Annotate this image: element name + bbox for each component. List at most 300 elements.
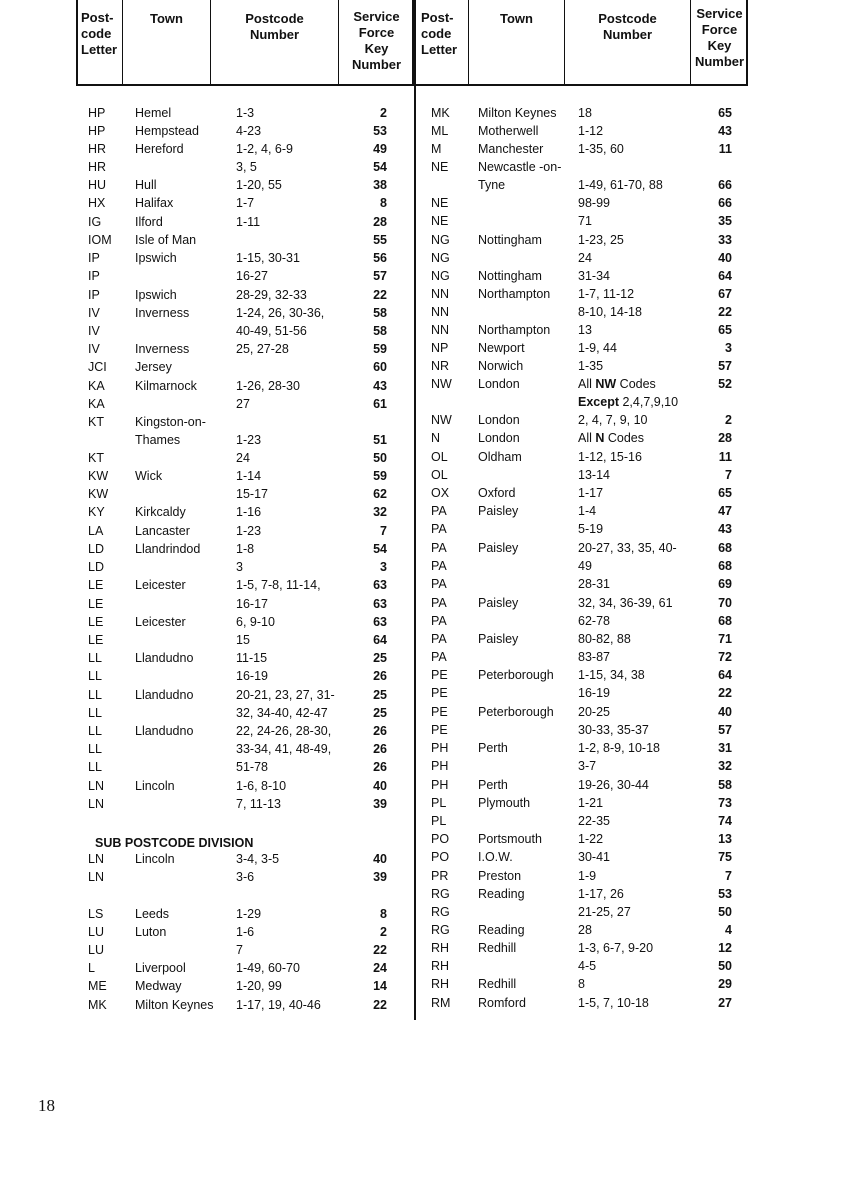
postcode-number: Except 2,4,7,9,10: [578, 395, 679, 409]
postcode-number: 8-10, 14-18: [578, 305, 642, 319]
town: Portsmouth: [478, 832, 542, 846]
service-force-key: 38: [373, 178, 387, 192]
postcode-number: 18: [578, 106, 592, 120]
service-force-key: 39: [373, 797, 387, 811]
postcode-letter: LA: [88, 524, 104, 538]
service-force-key: 71: [718, 632, 732, 646]
postcode-letter: KT: [88, 415, 104, 429]
postcode-letter: NN: [431, 287, 450, 301]
service-force-key: 58: [718, 778, 732, 792]
town: Newport: [478, 341, 525, 355]
postcode-number: 1-29: [236, 907, 262, 921]
postcode-letter: RG: [431, 887, 450, 901]
service-force-key: 73: [718, 796, 732, 810]
postcode-letter: RG: [431, 923, 450, 937]
table-row: [0, 194, 842, 212]
postcode-number: 3-6: [236, 870, 255, 884]
town: Reading: [478, 887, 525, 901]
service-force-key: 65: [718, 106, 732, 120]
postcode-letter: NG: [431, 251, 450, 265]
postcode-letter: RH: [431, 941, 450, 955]
postcode-number: 1-49, 60-70: [236, 961, 300, 975]
postcode-letter: RG: [431, 905, 450, 919]
table-row: [0, 375, 842, 393]
table-row: [0, 502, 842, 520]
postcode-number: 1-3: [236, 106, 255, 120]
table-row: [0, 684, 842, 702]
service-force-key: 40: [718, 251, 732, 265]
table-row: [0, 867, 842, 885]
table-row: [0, 539, 842, 557]
postcode-number: 1-6, 8-10: [236, 779, 287, 793]
town: Peterborough: [478, 705, 554, 719]
postcode-number: 8: [578, 977, 585, 991]
service-force-key: 66: [718, 196, 732, 210]
postcode-number: 1-35, 60: [578, 142, 624, 156]
postcode-number: 1-23: [236, 433, 262, 447]
table-row: [0, 249, 842, 267]
table-row: [0, 429, 842, 447]
postcode-number: All NW Codes: [578, 377, 656, 391]
service-force-key: 55: [373, 233, 387, 247]
service-force-key: 52: [718, 377, 732, 391]
postcode-number: 16-17: [236, 597, 268, 611]
service-force-key: 11: [718, 142, 732, 156]
service-force-key: 69: [718, 577, 732, 591]
town: Leeds: [135, 907, 170, 921]
service-force-key: 39: [373, 870, 387, 884]
postcode-letter: IP: [88, 269, 100, 283]
postcode-letter: LU: [88, 925, 104, 939]
service-force-key: 32: [373, 505, 387, 519]
table-row: [0, 285, 842, 303]
right-header-town: Town: [468, 0, 564, 86]
postcode-letter: PL: [431, 796, 447, 810]
postcode-letter: PH: [431, 778, 449, 792]
service-force-key: 62: [373, 487, 387, 501]
table-row: [0, 666, 842, 684]
town: Lancaster: [135, 524, 190, 538]
service-force-key: 33: [718, 233, 732, 247]
postcode-letter: PE: [431, 705, 448, 719]
service-force-key: 40: [373, 779, 387, 793]
town: Tyne: [478, 178, 506, 192]
service-force-key: 14: [373, 979, 387, 993]
postcode-letter: LE: [88, 633, 104, 647]
town: Kingston-on-: [135, 415, 206, 429]
postcode-number: 62-78: [578, 614, 610, 628]
service-force-key: 68: [718, 614, 732, 628]
town: Lincoln: [135, 852, 175, 866]
service-force-key: 75: [718, 850, 732, 864]
postcode-letter: RM: [431, 996, 451, 1010]
town: Hull: [135, 178, 157, 192]
town: Llandrindod: [135, 542, 201, 556]
postcode-number: 30-33, 35-37: [578, 723, 649, 737]
service-force-key: 22: [373, 998, 387, 1012]
service-force-key: 43: [373, 379, 387, 393]
service-force-key: 43: [718, 522, 732, 536]
service-force-key: 70: [718, 596, 732, 610]
postcode-letter: MK: [431, 106, 450, 120]
town: London: [478, 377, 520, 391]
postcode-number: 1-11: [236, 215, 261, 229]
postcode-letter: RH: [431, 959, 450, 973]
postcode-letter: PA: [431, 596, 447, 610]
service-force-key: 27: [718, 996, 732, 1010]
postcode-number: 3-7: [578, 759, 597, 773]
service-force-key: 63: [373, 597, 387, 611]
service-force-key: 57: [718, 359, 732, 373]
postcode-letter: KA: [88, 397, 105, 411]
postcode-number: 28: [578, 923, 592, 937]
town: Isle of Man: [135, 233, 197, 247]
service-force-key: 57: [373, 269, 387, 283]
table-row: [0, 557, 842, 575]
postcode-letter: PO: [431, 850, 450, 864]
postcode-letter: NG: [431, 269, 450, 283]
town: Llandudno: [135, 724, 194, 738]
service-force-key: 40: [718, 705, 732, 719]
town: Ilford: [135, 215, 163, 229]
town: Llandudno: [135, 688, 194, 702]
postcode-number: 15-17: [236, 487, 268, 501]
postcode-letter: NN: [431, 323, 450, 337]
postcode-letter: IV: [88, 342, 100, 356]
service-force-key: 54: [373, 542, 387, 556]
town: Reading: [478, 923, 525, 937]
table-row: [0, 921, 842, 939]
service-force-key: 26: [373, 669, 387, 683]
town: Plymouth: [478, 796, 531, 810]
town: I.O.W.: [478, 850, 513, 864]
service-force-key: 26: [373, 724, 387, 738]
table-row: [0, 885, 842, 903]
town: Preston: [478, 869, 522, 883]
town: Kilmarnock: [135, 379, 197, 393]
town: Jersey: [135, 360, 172, 374]
postcode-number: 1-9: [578, 869, 597, 883]
postcode-letter: LN: [88, 852, 104, 866]
town: London: [478, 431, 520, 445]
postcode-letter: HP: [88, 124, 106, 138]
table-row: [0, 848, 842, 866]
postcode-letter: HP: [88, 106, 106, 120]
postcode-letter: NW: [431, 377, 452, 391]
service-force-key: 50: [718, 959, 732, 973]
postcode-number: 22-35: [578, 814, 610, 828]
postcode-letter: PA: [431, 577, 447, 591]
postcode-number: 31-34: [578, 269, 610, 283]
town: Luton: [135, 925, 167, 939]
postcode-letter: PA: [431, 614, 447, 628]
table-row: [0, 176, 842, 194]
town: Hempstead: [135, 124, 199, 138]
service-force-key: 7: [380, 524, 387, 538]
town: Wick: [135, 469, 163, 483]
postcode-letter: N: [431, 431, 441, 445]
service-force-key: 64: [373, 633, 387, 647]
town: Hemel: [135, 106, 172, 120]
postcode-number: 1-20, 55: [236, 178, 282, 192]
service-force-key: 66: [718, 178, 732, 192]
town: Northampton: [478, 323, 551, 337]
service-force-key: 63: [373, 615, 387, 629]
postcode-letter: HR: [88, 160, 107, 174]
postcode-letter: LL: [88, 706, 102, 720]
town: Medway: [135, 979, 182, 993]
postcode-number: 1-17, 19, 40-46: [236, 998, 321, 1012]
postcode-number: 40-49, 51-56: [236, 324, 307, 338]
postcode-number: 5-19: [578, 522, 604, 536]
service-force-key: 32: [718, 759, 732, 773]
service-force-key: 47: [718, 504, 732, 518]
service-force-key: 58: [373, 324, 387, 338]
right-header-letter: Post- code Letter: [421, 10, 458, 57]
postcode-letter: IV: [88, 324, 100, 338]
table-row: [0, 339, 842, 357]
service-force-key: 2: [725, 413, 732, 427]
postcode-letter: KW: [88, 487, 109, 501]
town: Kirkcaldy: [135, 505, 186, 519]
postcode-number: 1-35: [578, 359, 604, 373]
postcode-number: 1-4: [578, 504, 597, 518]
postcode-number: 13: [578, 323, 592, 337]
table-row: [0, 630, 842, 648]
postcode-letter: ME: [88, 979, 107, 993]
table-row: [0, 104, 842, 122]
service-force-key: 65: [718, 486, 732, 500]
service-force-key: 40: [373, 852, 387, 866]
table-row: [0, 212, 842, 230]
table-row: [0, 776, 842, 794]
service-force-key: 8: [380, 196, 387, 210]
postcode-number: 1-5, 7, 10-18: [578, 996, 649, 1010]
postcode-letter: IG: [88, 215, 102, 229]
postcode-number: 24: [236, 451, 250, 465]
postcode-number: 1-26, 28-30: [236, 379, 300, 393]
town: Liverpool: [135, 961, 186, 975]
postcode-letter: LL: [88, 724, 102, 738]
service-force-key: 11: [718, 450, 732, 464]
postcode-letter: PE: [431, 668, 448, 682]
table-row: [0, 158, 842, 176]
table-row: [0, 231, 842, 249]
postcode-number: 1-6: [236, 925, 255, 939]
town: Romford: [478, 996, 526, 1010]
left-header-key: Service Force Key Number: [338, 0, 414, 86]
postcode-number: 32, 34, 36-39, 61: [578, 596, 673, 610]
service-force-key: 56: [373, 251, 387, 265]
postcode-number: 19-26, 30-44: [578, 778, 649, 792]
service-force-key: 59: [373, 342, 387, 356]
service-force-key: 58: [373, 306, 387, 320]
postcode-number: 28-29, 32-33: [236, 288, 307, 302]
postcode-number: 80-82, 88: [578, 632, 631, 646]
postcode-letter: HU: [88, 178, 107, 192]
postcode-number: 1-8: [236, 542, 255, 556]
table-row: [0, 448, 842, 466]
town: Milton Keynes: [135, 998, 214, 1012]
postcode-number: 98-99: [578, 196, 610, 210]
table-row: [0, 975, 842, 993]
service-force-key: 68: [718, 559, 732, 573]
postcode-number: 25, 27-28: [236, 342, 289, 356]
service-force-key: 60: [373, 360, 387, 374]
table-row: [0, 994, 842, 1012]
postcode-number: 13-14: [578, 468, 610, 482]
table-row: [0, 939, 842, 957]
table-row: [0, 812, 842, 830]
service-force-key: 4: [725, 923, 732, 937]
service-force-key: 43: [718, 124, 732, 138]
table-row: [0, 830, 842, 848]
postcode-number: 4-5: [578, 959, 597, 973]
town: Norwich: [478, 359, 524, 373]
postcode-letter: IOM: [88, 233, 112, 247]
postcode-letter: LE: [88, 578, 104, 592]
postcode-number: 1-5, 7-8, 11-14,: [236, 578, 321, 592]
postcode-number: 49: [578, 559, 592, 573]
service-force-key: 68: [718, 541, 732, 555]
postcode-number: 1-23: [236, 524, 262, 538]
postcode-number: 16-19: [578, 686, 610, 700]
postcode-letter: LD: [88, 542, 104, 556]
postcode-letter: NR: [431, 359, 450, 373]
table-row: [0, 612, 842, 630]
postcode-number: 1-23, 25: [578, 233, 624, 247]
town: Peterborough: [478, 668, 554, 682]
postcode-letter: PA: [431, 632, 447, 646]
postcode-letter: NG: [431, 233, 450, 247]
service-force-key: 25: [373, 688, 387, 702]
postcode-letter: PA: [431, 559, 447, 573]
postcode-letter: OX: [431, 486, 450, 500]
postcode-letter: LD: [88, 560, 104, 574]
postcode-letter: IP: [88, 288, 100, 302]
town: Hereford: [135, 142, 184, 156]
service-force-key: 51: [373, 433, 387, 447]
service-force-key: 57: [718, 723, 732, 737]
postcode-number: 1-7: [236, 196, 255, 210]
town: Oldham: [478, 450, 522, 464]
postcode-letter: PO: [431, 832, 450, 846]
postcode-letter: PR: [431, 869, 449, 883]
service-force-key: 54: [373, 160, 387, 174]
service-force-key: 74: [718, 814, 732, 828]
postcode-number: 32, 34-40, 42-47: [236, 706, 328, 720]
postcode-letter: NP: [431, 341, 449, 355]
service-force-key: 31: [718, 741, 732, 755]
postcode-letter: OL: [431, 468, 448, 482]
table-row: [0, 357, 842, 375]
sub-postcode-division-heading: SUB POSTCODE DIVISION: [95, 836, 254, 850]
postcode-letter: M: [431, 142, 442, 156]
service-force-key: 22: [373, 288, 387, 302]
postcode-number: 11-15: [236, 651, 268, 665]
postcode-letter: PL: [431, 814, 447, 828]
postcode-letter: LE: [88, 597, 104, 611]
postcode-number: 15: [236, 633, 250, 647]
postcode-number: 1-12, 15-16: [578, 450, 642, 464]
town: Redhill: [478, 941, 517, 955]
table-row: [0, 757, 842, 775]
postcode-number: 16-27: [236, 269, 268, 283]
service-force-key: 2: [380, 925, 387, 939]
service-force-key: 29: [718, 977, 732, 991]
table-row: [0, 957, 842, 975]
postcode-number: 21-25, 27: [578, 905, 631, 919]
postcode-letter: KA: [88, 379, 105, 393]
postcode-letter: LS: [88, 907, 104, 921]
postcode-number: 1-49, 61-70, 88: [578, 178, 663, 192]
service-force-key: 22: [718, 305, 732, 319]
postcode-number: 33-34, 41, 48-49,: [236, 742, 332, 756]
postcode-letter: LL: [88, 742, 102, 756]
postcode-letter: PA: [431, 504, 447, 518]
postcode-number: 1-20, 99: [236, 979, 282, 993]
postcode-number: 1-3, 6-7, 9-20: [578, 941, 654, 955]
postcode-letter: LL: [88, 688, 102, 702]
service-force-key: 3: [380, 560, 387, 574]
postcode-letter: LU: [88, 943, 104, 957]
page-number: 18: [38, 1096, 55, 1115]
town: Paisley: [478, 541, 519, 555]
postcode-number: 3: [236, 560, 243, 574]
table-row: [0, 321, 842, 339]
postcode-letter: NW: [431, 413, 452, 427]
postcode-number: 20-21, 23, 27, 31-: [236, 688, 335, 702]
service-force-key: 50: [373, 451, 387, 465]
town: Paisley: [478, 504, 519, 518]
postcode-number: 7, 11-13: [236, 797, 281, 811]
postcode-letter: LL: [88, 651, 102, 665]
postcode-letter: LN: [88, 870, 104, 884]
postcode-letter: ML: [431, 124, 449, 138]
postcode-letter: NE: [431, 214, 449, 228]
postcode-letter: NE: [431, 160, 449, 174]
postcode-number: 1-2, 4, 6-9: [236, 142, 293, 156]
postcode-letter: L: [88, 961, 95, 975]
service-force-key: 65: [718, 323, 732, 337]
postcode-letter: KT: [88, 451, 104, 465]
postcode-number: 1-14: [236, 469, 262, 483]
postcode-letter: LL: [88, 669, 102, 683]
postcode-letter: MK: [88, 998, 107, 1012]
postcode-letter: LL: [88, 760, 102, 774]
right-header-key: Service Force Key Number: [690, 0, 748, 86]
postcode-letter: PA: [431, 522, 447, 536]
postcode-number: 1-17: [578, 486, 604, 500]
table-row: [0, 575, 842, 593]
postcode-number: 7: [236, 943, 243, 957]
service-force-key: 12: [718, 941, 732, 955]
service-force-key: 28: [373, 215, 387, 229]
postcode-number: 1-16: [236, 505, 262, 519]
service-force-key: 3: [725, 341, 732, 355]
service-force-key: 53: [373, 124, 387, 138]
town: Nottingham: [478, 269, 542, 283]
service-force-key: 22: [373, 943, 387, 957]
town: Paisley: [478, 596, 519, 610]
postcode-letter: PA: [431, 650, 447, 664]
postcode-number: 27: [236, 397, 250, 411]
town: Perth: [478, 741, 508, 755]
table-row: [0, 739, 842, 757]
service-force-key: 8: [380, 907, 387, 921]
postcode-number: 20-27, 33, 35, 40-: [578, 541, 677, 555]
table-row: [0, 648, 842, 666]
